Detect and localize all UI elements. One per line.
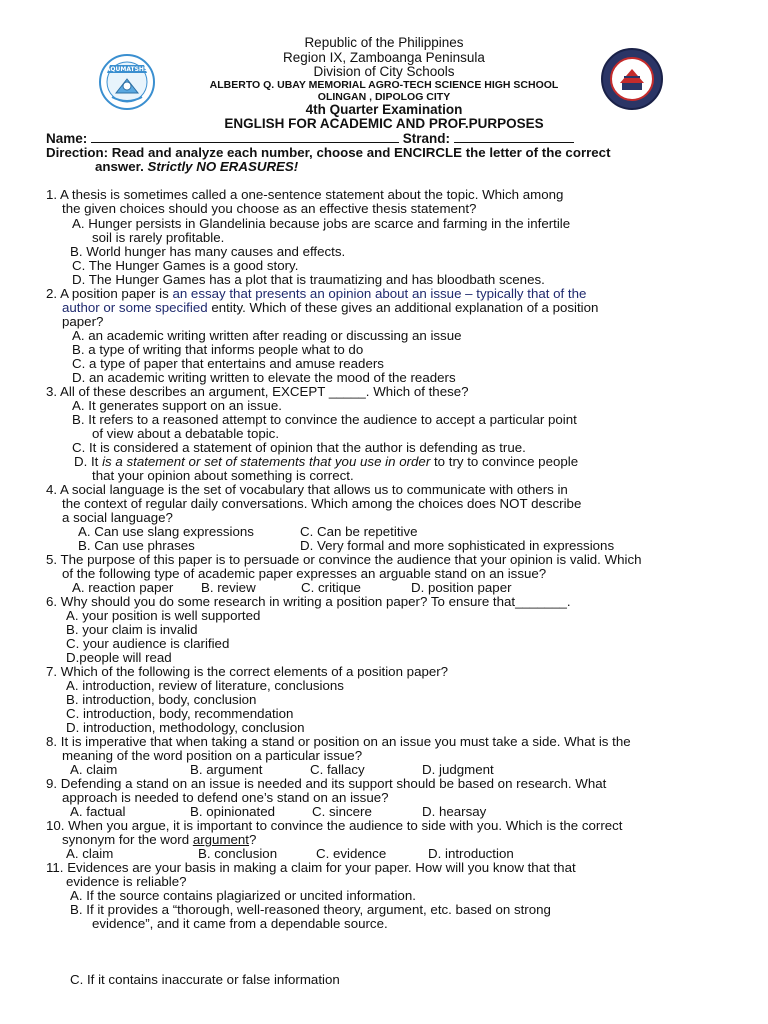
q10-question-mark: ? (249, 832, 257, 847)
q8-option-b[interactable]: B. argument (190, 762, 263, 777)
q8-option-c[interactable]: C. fallacy (310, 762, 365, 777)
q4-stem-1: 4. A social language is the set of vocabulary that allows us to communicate with others in (46, 482, 568, 497)
q4-option-c[interactable]: C. Can be repetitive (300, 524, 418, 539)
q9-option-a[interactable]: A. factual (70, 804, 126, 819)
q2-number: 2. (46, 286, 58, 301)
q7-option-c[interactable]: C. introduction, body, recommendation (66, 706, 294, 721)
q6-option-d[interactable]: D.people will read (66, 650, 172, 665)
q3-stem: 3. All of these describes an argument, EXCEPT _____. Which of these? (46, 384, 469, 399)
strand-label: Strand: (402, 131, 451, 146)
q11-option-c[interactable]: C. If it contains inaccurate or false information (70, 972, 340, 987)
q6-stem: 6. Why should you do some research in writing a position paper? To ensure that_______. (46, 594, 571, 609)
q9-stem-1: 9. Defending a stand on an issue is needed and its support should be based on research. What (46, 776, 607, 791)
q1-stem-2: the given choices should you choose as an effective thesis statement? (62, 201, 477, 216)
q1-option-a-1[interactable]: A. Hunger persists in Glandelinia because jobs are scarce and farming in the infertile (72, 216, 571, 231)
name-blank[interactable] (91, 130, 399, 143)
q3-option-d-2[interactable]: that your opinion about something is correct. (92, 468, 354, 483)
q11-option-b-1[interactable]: B. If it provides a “thorough, well-reasoned theory, argument, etc. based on strong (70, 902, 551, 917)
q7-option-b[interactable]: B. introduction, body, conclusion (66, 692, 257, 707)
q2-option-c[interactable]: C. a type of paper that entertains and amuse readers (72, 356, 384, 371)
q5-stem-2: of the following type of academic paper expresses an arguable stand on an issue? (62, 566, 547, 581)
q3-option-d-1a: D. It (74, 454, 99, 469)
q10-stem-2 (62, 832, 256, 847)
q1-option-d[interactable]: D. The Hunger Games has a plot that is traumatizing and has bloodbath scenes. (72, 272, 545, 287)
direction-emphasis: Strictly NO ERASURES! (147, 159, 299, 174)
q1-option-a-2[interactable]: soil is rarely profitable. (92, 230, 225, 245)
q5-stem-1: 5. The purpose of this paper is to persuade or convince the audience that your opinion is valid. Which (46, 552, 642, 567)
q1-option-b[interactable]: B. World hunger has many causes and effects. (70, 244, 346, 259)
q10-option-a[interactable]: A. claim (66, 846, 114, 861)
name-label: Name: (46, 131, 88, 146)
q2-stem-1b: an essay that presents an opinion about an issue – typically that of the (172, 286, 587, 301)
q7-option-d[interactable]: D. introduction, methodology, conclusion (66, 720, 305, 735)
q10-option-d[interactable]: D. introduction (428, 846, 514, 861)
q2-stem-2a: author or some specified (62, 300, 208, 315)
q2-option-b[interactable]: B. a type of writing that informs people what to do (72, 342, 364, 357)
q7-option-a[interactable]: A. introduction, review of literature, conclusions (66, 678, 344, 693)
q2-stem-1 (46, 286, 586, 301)
header-school: ALBERTO Q. UBAY MEMORIAL AGRO-TECH SCIENCE HIGH SCHOOL (209, 79, 559, 91)
q9-option-b[interactable]: B. opinionated (190, 804, 276, 819)
q8-option-a[interactable]: A. claim (70, 762, 118, 777)
q4-stem-2: the context of regular daily conversations. Which among the choices does NOT describe (62, 496, 582, 511)
name-strand-line (46, 130, 574, 146)
q5-option-b[interactable]: B. review (201, 580, 256, 595)
direction-answer: answer. (95, 159, 144, 174)
q1-stem-1: 1. A thesis is sometimes called a one-sentence statement about the topic. Which among (46, 187, 564, 202)
q5-option-c[interactable]: C. critique (301, 580, 361, 595)
header-division: Division of City Schools (313, 64, 455, 79)
q8-option-d[interactable]: D. judgment (422, 762, 494, 777)
q4-stem-3: a social language? (62, 510, 173, 525)
q3-option-d-1b: is a statement or set of statements that you use in order (102, 454, 431, 469)
q11-stem-2: evidence is reliable? (66, 874, 187, 889)
strand-blank[interactable] (454, 130, 574, 143)
q5-option-d[interactable]: D. position paper (411, 580, 512, 595)
q6-option-c[interactable]: C. your audience is clarified (66, 636, 230, 651)
q11-option-a[interactable]: A. If the source contains plagiarized or uncited information. (70, 888, 416, 903)
header-republic: Republic of the Philippines (304, 35, 464, 50)
direction-text-2 (95, 159, 298, 174)
q10-stem-2a: synonym for the word (62, 832, 190, 847)
q4-option-d[interactable]: D. Very formal and more sophisticated in expressions (300, 538, 615, 553)
direction-text: Direction: Read and analyze each number, choose and ENCIRCLE the letter of the correct (46, 145, 611, 160)
q3-option-a[interactable]: A. It generates support on an issue. (72, 398, 282, 413)
q2-stem-3: paper? (62, 314, 104, 329)
q9-option-d[interactable]: D. hearsay (422, 804, 487, 819)
q11-stem-1: 11. Evidences are your basis in making a claim for your paper. How will you know that that (46, 860, 576, 875)
q10-keyword: argument (192, 832, 250, 847)
q10-option-c[interactable]: C. evidence (316, 846, 387, 861)
q3-option-b-1[interactable]: B. It refers to a reasoned attempt to convince the audience to accept a particular point (72, 412, 577, 427)
q1-option-c[interactable]: C. The Hunger Games is a good story. (72, 258, 299, 273)
q8-stem-2: meaning of the word position on a particular issue? (62, 748, 363, 763)
q11-option-b-2[interactable]: evidence”, and it came from a dependable source. (92, 916, 388, 931)
q3-option-d-1c: to try to convince people (433, 454, 579, 469)
subject-title: ENGLISH FOR ACADEMIC AND PROF.PURPOSES (224, 116, 544, 131)
q6-option-b[interactable]: B. your claim is invalid (66, 622, 198, 637)
q10-stem-1: 10. When you argue, it is important to convince the audience to side with you. Which is the correct (46, 818, 623, 833)
header-region: Region IX, Zamboanga Peninsula (283, 50, 485, 65)
svg-text:AQUMATSHS: AQUMATSHS (105, 66, 149, 73)
q2-stem-1a: A position paper is (60, 286, 169, 301)
q6-option-a[interactable]: A. your position is well supported (66, 608, 261, 623)
q4-option-b[interactable]: B. Can use phrases (78, 538, 195, 553)
q2-stem-2b: entity. Which of these gives an additional explanation of a position (211, 300, 599, 315)
q7-stem: 7. Which of the following is the correct elements of a position paper? (46, 664, 449, 679)
q8-stem-1: 8. It is imperative that when taking a stand or position on an issue you must take a side. What is the (46, 734, 631, 749)
q2-option-d[interactable]: D. an academic writing written to elevate the mood of the readers (72, 370, 456, 385)
q5-option-a[interactable]: A. reaction paper (72, 580, 174, 595)
q9-option-c[interactable]: C. sincere (312, 804, 372, 819)
q2-stem-2 (62, 300, 598, 315)
q10-option-b[interactable]: B. conclusion (198, 846, 278, 861)
header-address: OLINGAN , DIPOLOG CITY (317, 91, 451, 103)
q9-stem-2: approach is needed to defend one’s stand on an issue? (62, 790, 389, 805)
q3-option-c[interactable]: C. It is considered a statement of opinion that the author is defending as true. (72, 440, 526, 455)
q4-option-a[interactable]: A. Can use slang expressions (78, 524, 254, 539)
exam-title: 4th Quarter Examination (305, 102, 463, 117)
q3-option-d-1[interactable] (74, 454, 578, 469)
q3-option-b-2[interactable]: of view about a debatable topic. (92, 426, 280, 441)
q2-option-a[interactable]: A. an academic writing written after reading or discussing an issue (72, 328, 462, 343)
